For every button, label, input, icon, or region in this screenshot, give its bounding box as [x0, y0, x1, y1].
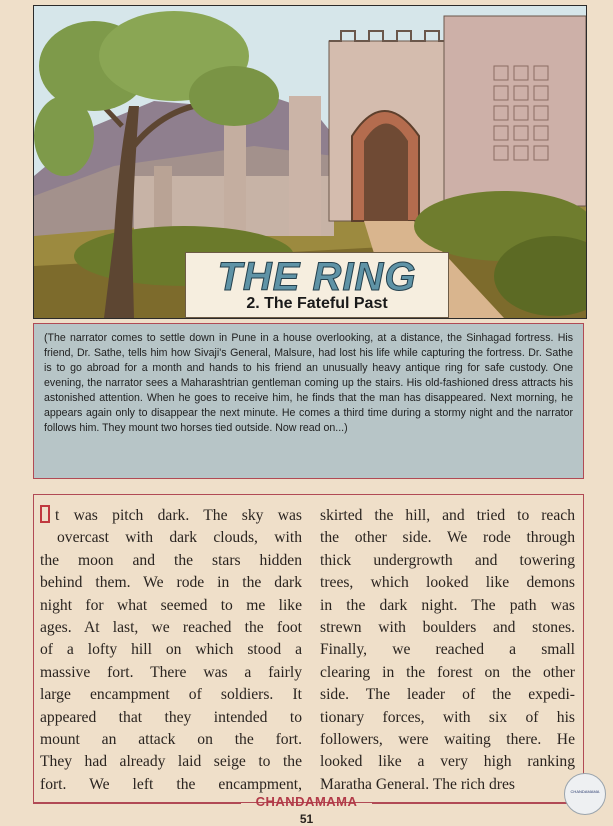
- story-line: massive fort. There was a fairly: [40, 663, 302, 681]
- story-line: ages. At last, we reached the foot: [40, 618, 302, 636]
- stamp-label: CHANDAMAMA: [570, 789, 600, 794]
- story-line: in the dark night. The path was: [320, 596, 575, 614]
- story-line: They had already laid seige to the: [40, 753, 302, 771]
- story-line: overcast with dark clouds, with: [57, 529, 302, 547]
- story-line: large encampment of soldiers. It: [40, 686, 302, 704]
- story-line: fort. We left the encampment,: [40, 775, 302, 793]
- story-line: of a lofty hill on which stood a: [40, 641, 302, 659]
- story-line: tionary forces, with six of his: [320, 708, 575, 726]
- story-line: the moon and the stars hidden: [40, 551, 302, 569]
- story-body: [33, 494, 584, 803]
- story-line: the other side. We rode through: [320, 529, 575, 547]
- story-title: THE RING: [217, 255, 417, 299]
- story-line: strewn with boulders and stones.: [320, 618, 575, 636]
- story-column-right: [320, 505, 575, 796]
- story-line: t was pitch dark. The sky was: [40, 505, 302, 527]
- story-line: night for what seemed to me like: [40, 596, 302, 614]
- chapter-subtitle: 2. The Fateful Past: [246, 295, 388, 312]
- synopsis-box: [33, 323, 584, 479]
- story-line: followers, were waiting there. He: [320, 730, 575, 748]
- story-line: Finally, we reached a small: [320, 641, 575, 659]
- story-column-left: [40, 505, 302, 796]
- story-line: side. The leader of the expedi-: [320, 686, 575, 704]
- story-line: appeared that they intended to: [40, 708, 302, 726]
- title-block: [185, 252, 449, 318]
- page-number: 51: [299, 812, 314, 826]
- synopsis-text: (The narrator comes to settle down in Pune in a house overlooking, at a distance, the Sinhagad fortress. His friend, Dr. Sathe, tells him how Sivaji's General, Malsure, had lost his life while capturing the fortress. Dr. Sathe is to go abroad for a month and hands to his friend an unusually heavy antique ring for safe custody. One evening, the narrator sees a Maharashtrian gentleman coming up the stairs. His old-fashioned dress attracts his astonished attention. When he goes to receive him, he finds that the man has disappeared. Next morning, he appears again only to disappear the next minute. He comes a third time during a stormy night and the narrator follows him. They mount two horses tied outside. Now read on...): [44, 332, 573, 434]
- story-line: thick undergrowth and towering: [320, 551, 575, 569]
- story-line: behind them. We rode in the dark: [40, 574, 302, 592]
- library-stamp: [564, 773, 606, 815]
- story-line: looked like a very high ranking: [320, 753, 575, 771]
- story-line: Maratha General. The rich dres: [320, 775, 515, 793]
- dropcap-i: [40, 505, 50, 523]
- story-line: skirted the hill, and tried to reach: [320, 507, 575, 524]
- story-line: clearing in the forest on the other: [320, 663, 575, 681]
- story-line: mount an attack on the fort.: [40, 730, 302, 748]
- magazine-name: CHANDAMAMA: [255, 794, 358, 809]
- story-line: trees, which looked like demons: [320, 574, 575, 592]
